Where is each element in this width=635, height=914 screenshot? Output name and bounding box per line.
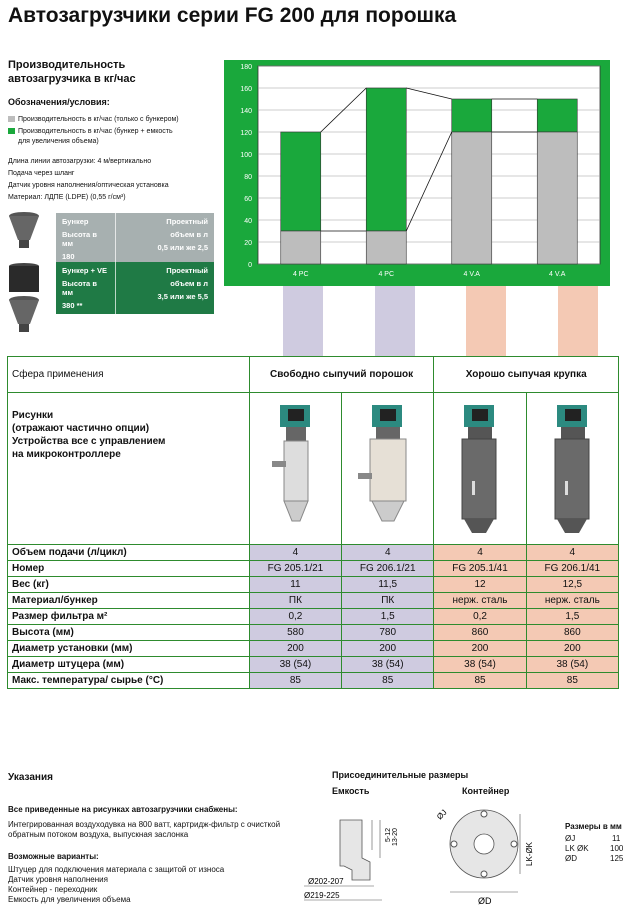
table-cell: ПК: [249, 593, 341, 609]
table-cell: 1,5: [342, 609, 434, 625]
row-label: Макс. температура/ сырье (°C): [8, 673, 250, 689]
table-cell: FG 206.1/41: [526, 561, 618, 577]
table-cell: ПК: [342, 593, 434, 609]
lk-dim: LK-ØK: [525, 841, 534, 866]
device-image-cell: [249, 393, 341, 545]
y-tick-label: 100: [240, 152, 252, 159]
table-row: [8, 625, 619, 641]
table-cell: 85: [342, 673, 434, 689]
legend-title: Обозначения/условия:: [8, 97, 110, 107]
performance-title-line1: Производительность: [8, 59, 126, 71]
box1-volume-label: Проектный: [166, 217, 208, 226]
height-dim-2: 13-20: [392, 828, 399, 846]
pictures-label-line: Устройства все с управлением: [12, 436, 166, 447]
box1-volume-unit: объем в л: [170, 230, 208, 239]
box1-volume-value: 0,5 или же 2,5: [157, 243, 208, 252]
table-row: [8, 641, 619, 657]
hopper-ve-info-box: [56, 262, 214, 314]
row-label: Диаметр штуцера (мм): [8, 657, 250, 673]
x-tick-label: 4 V.A: [463, 271, 480, 278]
table-cell: 38 (54): [249, 657, 341, 673]
table-cell: 38 (54): [342, 657, 434, 673]
y-tick-label: 40: [244, 218, 252, 225]
table-cell: 85: [526, 673, 618, 689]
box1-height-value: 180: [62, 252, 75, 261]
hopper-with-ve-icon: [6, 262, 42, 334]
hopper-info-box: [56, 213, 214, 265]
height-dim-1: 5-12: [385, 827, 392, 842]
container-drawing: [420, 800, 540, 910]
performance-chart: [224, 60, 610, 286]
bar-hopper: [452, 132, 492, 264]
table-cell: 0,2: [434, 609, 526, 625]
bar-total: [537, 99, 577, 132]
condition: Длина линии автозагрузки: 4 м/вертикально: [8, 158, 152, 165]
table-row: [8, 609, 619, 625]
legend-green-label: Производительность в кг/час (бункер + емкость: [18, 128, 173, 135]
box2-height-label: Высота в мм: [62, 279, 97, 297]
table-cell: FG 206.1/21: [342, 561, 434, 577]
y-tick-label: 60: [244, 196, 252, 203]
container-label: Контейнер: [462, 786, 510, 796]
spec-table: [7, 356, 619, 689]
green-swatch: [8, 128, 15, 134]
pictures-row: [8, 393, 619, 545]
row-label: Номер: [8, 561, 250, 577]
size-value: 11: [612, 834, 621, 843]
gray-swatch: [8, 116, 15, 122]
hopper-icon: [6, 210, 42, 250]
device-image-cell: [526, 393, 618, 545]
condition: Материал: ЛДПЕ (LDPE) (0,55 г/см³): [8, 194, 126, 201]
dimensions-title: Присоединительные размеры: [332, 770, 469, 780]
pictures-label-line: (отражают частично опции): [12, 423, 150, 434]
table-row: [8, 545, 619, 561]
variants-title: Возможные варианты:: [8, 852, 99, 861]
performance-title: [8, 58, 136, 86]
equipped-line: Интегрированная воздуходувка на 800 ватт, картридж-фильтр с очисткой: [8, 820, 281, 829]
box2-label: Бункер + VE: [62, 266, 108, 275]
sizes-title: Размеры в мм: [565, 822, 622, 831]
row-label: Размер фильтра м²: [8, 609, 250, 625]
bar-hopper: [537, 132, 577, 264]
x-tick-label: 4 V.A: [549, 271, 566, 278]
row-label: Вес (кг): [8, 577, 250, 593]
table-cell: 4: [249, 545, 341, 561]
table-cell: 860: [434, 625, 526, 641]
table-cell: 11: [249, 577, 341, 593]
legend-gray-label: Производительность в кг/час (только с бункером): [18, 116, 179, 123]
variant-item: Емкость для увеличения объема: [8, 895, 131, 904]
vessel-drawing: [300, 800, 400, 910]
stripe-pc-2: [375, 286, 415, 356]
bar-hopper: [366, 231, 406, 264]
y-tick-label: 140: [240, 108, 252, 115]
y-tick-label: 120: [240, 130, 252, 137]
y-tick-label: 0: [248, 262, 252, 269]
table-cell: 200: [249, 641, 341, 657]
size-key: LK ØK: [565, 844, 589, 853]
variant-item: Штуцер для подключения материала с защитой от износа: [8, 865, 225, 874]
table-cell: 11,5: [342, 577, 434, 593]
condition: Подача через шланг: [8, 170, 75, 177]
y-tick-label: 20: [244, 240, 252, 247]
performance-title-line2: автозагрузчика в кг/час: [8, 73, 136, 85]
variant-item: Датчик уровня наполнения: [8, 875, 108, 884]
stripe-pc-1: [283, 286, 323, 356]
device-image-cell: [342, 393, 434, 545]
bar-total: [281, 132, 321, 231]
bar-total: [366, 88, 406, 231]
loader-device-image: [342, 393, 432, 541]
box2-height-value: 380 **: [62, 301, 83, 310]
device-image-cell: [434, 393, 526, 545]
condition: Датчик уровня наполнения/оптическая установка: [8, 182, 169, 189]
dj-dim: ØJ: [435, 807, 449, 822]
group-free-flowing: Свободно сыпучий порошок: [249, 357, 434, 393]
x-tick-label: 4 PC: [292, 271, 309, 278]
stripe-va-1: [466, 286, 506, 356]
row-label: Материал/бункер: [8, 593, 250, 609]
table-cell: FG 205.1/41: [434, 561, 526, 577]
dd-dim: ØD: [478, 896, 492, 906]
table-cell: 85: [249, 673, 341, 689]
table-cell: 200: [342, 641, 434, 657]
stripe-va-2: [558, 286, 598, 356]
diameter-dim-2: Ø219-225: [304, 891, 340, 900]
legend-green: [8, 127, 173, 136]
y-tick-label: 180: [240, 64, 252, 71]
box2-volume-value: 3,5 или же 5,5: [157, 292, 208, 301]
table-cell: 12,5: [526, 577, 618, 593]
table-cell: 4: [526, 545, 618, 561]
page-title: Автозагрузчики серии FG 200 для порошка: [8, 4, 457, 27]
table-cell: 200: [434, 641, 526, 657]
table-cell: 780: [342, 625, 434, 641]
table-row: [8, 673, 619, 689]
table-cell: 580: [249, 625, 341, 641]
row-label: Высота (мм): [8, 625, 250, 641]
diameter-dim-1: Ø202-207: [308, 877, 344, 886]
notes-title: Указания: [8, 772, 53, 783]
vessel-label: Емкость: [332, 786, 370, 796]
size-key: ØD: [565, 854, 577, 863]
loader-device-image: [527, 393, 617, 541]
box2-volume-label: Проектный: [166, 266, 208, 275]
chart-svg: [224, 60, 610, 286]
box1-label: Бункер: [62, 217, 89, 226]
row-label: Диаметр установки (мм): [8, 641, 250, 657]
table-cell: нерж. сталь: [434, 593, 526, 609]
table-row: [8, 593, 619, 609]
box2-volume-unit: объем в л: [170, 279, 208, 288]
table-row: [8, 657, 619, 673]
table-cell: нерж. сталь: [526, 593, 618, 609]
table-cell: 200: [526, 641, 618, 657]
row-label: Объем подачи (л/цикл): [8, 545, 250, 561]
size-value: 100: [610, 844, 624, 853]
x-tick-label: 4 PC: [378, 271, 395, 278]
table-cell: 38 (54): [434, 657, 526, 673]
pictures-label-line: на микроконтроллере: [12, 449, 121, 460]
bar-total: [452, 99, 492, 132]
sphere-label: Сфера применения: [8, 357, 250, 393]
bar-hopper: [281, 231, 321, 264]
box1-height-label: Высота в мм: [62, 230, 97, 248]
y-tick-label: 160: [240, 86, 252, 93]
table-cell: 860: [526, 625, 618, 641]
legend-gray: [8, 115, 179, 124]
size-value: 125: [610, 854, 624, 863]
pictures-label: [8, 393, 250, 545]
size-key: ØJ: [565, 834, 576, 843]
table-cell: 1,5: [526, 609, 618, 625]
loader-device-image: [250, 393, 340, 541]
table-header-row: [8, 357, 619, 393]
table-cell: 4: [342, 545, 434, 561]
loader-device-image: [434, 393, 524, 541]
equipped-title: Все приведенные на рисунках автозагрузчики снабжены:: [8, 805, 238, 814]
y-tick-label: 80: [244, 174, 252, 181]
table-cell: 38 (54): [526, 657, 618, 673]
legend-green-line2: для увеличения объема): [18, 138, 99, 145]
pictures-label-line: Рисунки: [12, 410, 54, 421]
equipped-line: обратным потоком воздуха, выпускная заслонка: [8, 830, 189, 839]
variant-item: Контейнер - переходник: [8, 885, 98, 894]
table-cell: FG 205.1/21: [249, 561, 341, 577]
table-cell: 85: [434, 673, 526, 689]
table-cell: 12: [434, 577, 526, 593]
table-row: [8, 561, 619, 577]
table-cell: 4: [434, 545, 526, 561]
group-granulate: Хорошо сыпучая крупка: [434, 357, 619, 393]
table-cell: 0,2: [249, 609, 341, 625]
table-row: [8, 577, 619, 593]
